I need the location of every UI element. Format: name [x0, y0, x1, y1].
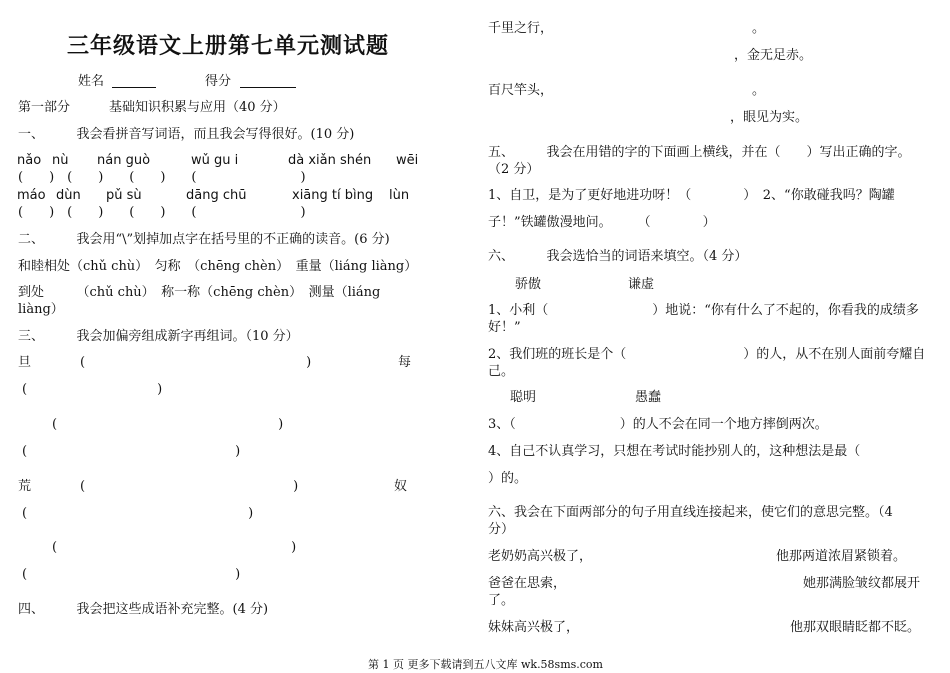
- question-3: 三、 我会加偏旁组成新字再组词。（10 分）: [18, 329, 299, 344]
- idiom-line: ，金无足赤。: [734, 48, 813, 63]
- fill-sentence: 2、我们班的班长是个（ ）的人，从不在别人面前夸耀自: [488, 347, 926, 362]
- fill-sentence: 3、（ ）的人不会在同一个地方摔倒两次。: [488, 417, 828, 432]
- answer-brackets[interactable]: ( ) ( ) ( ) ( ): [18, 170, 306, 185]
- match-left[interactable]: 老奶奶高兴极了，: [488, 549, 593, 564]
- word-choice: 愚蠢: [635, 390, 662, 405]
- idiom-line: 百尺竿头，: [488, 83, 554, 98]
- pinyin-item: nán guò: [97, 153, 151, 168]
- q5-sentence: 子！”铁罐傲漫地问。 （ ）: [488, 215, 716, 230]
- pinyin-item: xiāng tí bìng: [292, 188, 374, 203]
- score-blank[interactable]: [240, 75, 296, 88]
- pinyin-item: pǔ sù: [106, 188, 142, 203]
- pinyin-item: dāng chū: [186, 188, 247, 203]
- answer-brackets[interactable]: ( ): [22, 444, 241, 459]
- pinyin-item: lùn: [389, 188, 410, 203]
- pinyin-item: dà xiǎn shén: [288, 153, 372, 168]
- reading-line-2-cont: liàng）: [18, 302, 64, 317]
- idiom-line: 千里之行，: [488, 21, 554, 36]
- question-1: 一、 我会看拼音写词语，而且我会写得很好。(10 分): [18, 127, 355, 142]
- question-7-points: 分）: [488, 522, 515, 537]
- reading-line-2: 到处 （chǔ chù） 称一称（chēng chèn） 测量（liáng: [18, 285, 381, 300]
- match-left[interactable]: 爸爸在思索，: [488, 576, 567, 591]
- answer-brackets[interactable]: ( ): [52, 417, 284, 432]
- match-left[interactable]: 妹妹高兴极了，: [488, 620, 580, 635]
- match-right[interactable]: 她那满脸皱纹都展开: [803, 576, 921, 591]
- match-right-cont: 了。: [488, 593, 515, 608]
- base-char: 奴: [394, 479, 408, 494]
- question-6: 六、 我会选恰当的词语来填空。（4 分）: [488, 249, 748, 264]
- score-label: 得分: [205, 74, 232, 89]
- question-5: 五、 我会在用错的字的下面画上横线，并在（ ）写出正确的字。: [488, 145, 911, 160]
- pinyin-item: dùn: [56, 188, 81, 203]
- pinyin-item: wēi: [396, 153, 419, 168]
- pinyin-item: nǎo: [17, 153, 42, 168]
- fill-sentence-cont: ）的。: [488, 471, 528, 486]
- fill-sentence: 1、小利（ ）地说：“你有什么了不起的，你看我的成绩多: [488, 303, 919, 318]
- match-right[interactable]: 他那两道浓眉紧锁着。: [776, 549, 907, 564]
- q5-sentence: 1、自卫，是为了更好地进功呀！（ ） 2、“你敢碰我吗？陶罐: [488, 188, 895, 203]
- question-7: 六、我会在下面两部分的句子用直线连接起来，使它们的意思完整。（4: [488, 505, 893, 520]
- answer-brackets[interactable]: ( ): [80, 355, 312, 370]
- answer-brackets[interactable]: ( ): [22, 506, 254, 521]
- pinyin-item: nù: [52, 153, 69, 168]
- question-2: 二、 我会用“\”划掉加点字在括号里的不正确的读音。(6 分): [18, 232, 390, 247]
- answer-brackets[interactable]: ( ): [52, 540, 297, 555]
- question-4: 四、 我会把这些成语补充完整。(4 分): [18, 602, 269, 617]
- idiom-line-end: 。: [752, 21, 766, 36]
- page-title: 三年级语文上册第七单元测试题: [67, 34, 390, 59]
- word-choice: 聪明: [510, 390, 537, 405]
- question-5-points: （2 分）: [488, 162, 540, 177]
- page-footer: 第 1 页 更多下载请到五八文库 wk.58sms.com: [368, 658, 603, 671]
- pinyin-item: wǔ gu i: [191, 153, 239, 168]
- reading-line-1: 和睦相处（chǔ chù） 匀称 （chēng chèn） 重量（liáng liàng）: [18, 259, 418, 274]
- base-char: 旦: [18, 355, 32, 370]
- base-char: 荒: [18, 479, 32, 494]
- answer-brackets[interactable]: ( ): [80, 479, 299, 494]
- base-char: 每: [398, 355, 412, 370]
- answer-brackets[interactable]: ( ) ( ) ( ) ( ): [18, 205, 306, 220]
- pinyin-item: máo: [17, 188, 46, 203]
- name-blank[interactable]: [112, 75, 156, 88]
- name-label: 姓名: [78, 74, 105, 89]
- answer-brackets[interactable]: ( ): [22, 567, 241, 582]
- fill-sentence-cont: 好！”: [488, 320, 521, 335]
- word-choice: 骄傲: [515, 277, 542, 292]
- idiom-line: ，眼见为实。: [730, 110, 809, 125]
- fill-sentence: 4、自己不认真学习，只想在考试时能抄别人的，这种想法是最（: [488, 444, 861, 459]
- answer-brackets[interactable]: ( ): [22, 382, 163, 397]
- idiom-line-end: 。: [752, 83, 766, 98]
- word-choice: 谦虚: [628, 277, 655, 292]
- part-one-heading: 第一部分 基础知识积累与应用（40 分）: [18, 100, 286, 115]
- match-right[interactable]: 他那双眼睛眨都不眨。: [790, 620, 921, 635]
- fill-sentence-cont: 己。: [488, 364, 515, 379]
